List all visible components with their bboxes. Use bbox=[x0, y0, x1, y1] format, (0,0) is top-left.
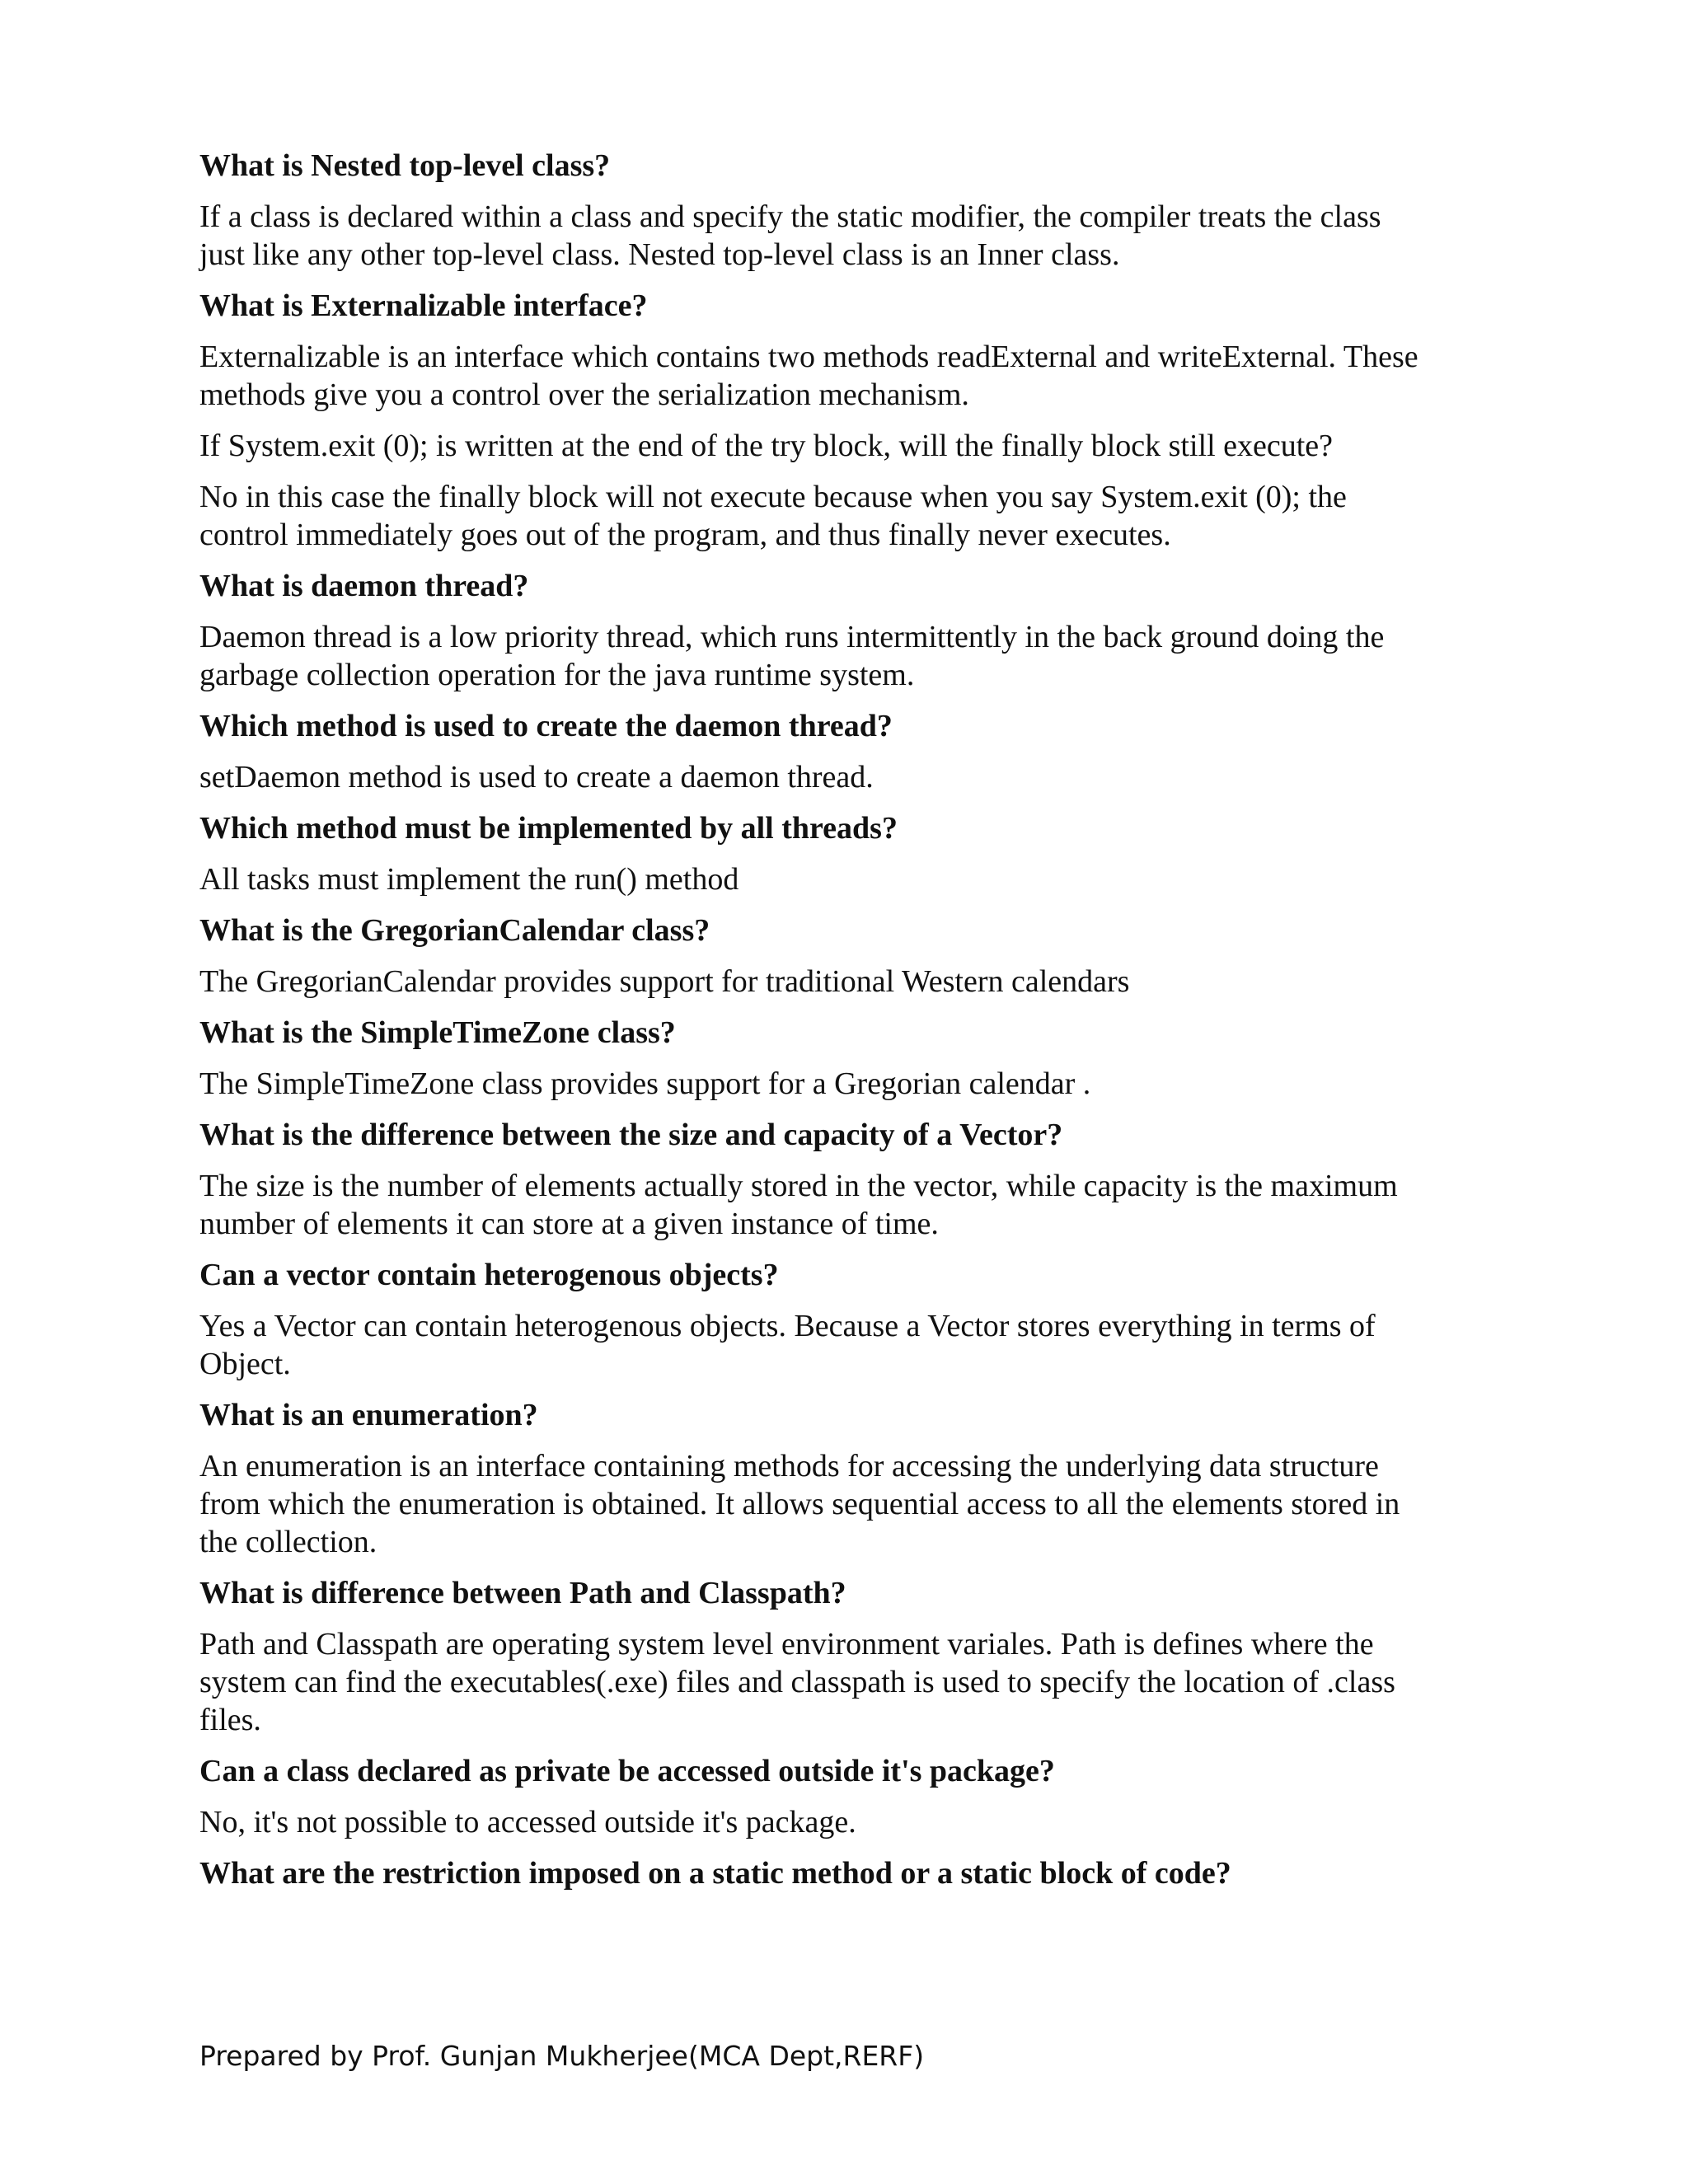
answer-text: All tasks must implement the run() method bbox=[199, 862, 739, 897]
question-heading: Which method must be implemented by all threads? bbox=[199, 811, 898, 846]
answer-text: The GregorianCalendar provides support for traditional Western calendars bbox=[199, 964, 1130, 999]
qa-item bbox=[199, 1574, 1518, 1739]
question-heading: What is the GregorianCalendar class? bbox=[199, 913, 710, 948]
question-heading: What is an enumeration? bbox=[199, 1398, 538, 1432]
question-heading: What is Nested top-level class? bbox=[199, 148, 611, 183]
qa-item bbox=[199, 1014, 1518, 1103]
qa-item bbox=[199, 1256, 1518, 1383]
question-heading: Can a class declared as private be accessed outside it's package? bbox=[199, 1754, 1055, 1788]
question-heading: Which method is used to create the daemon thread? bbox=[199, 709, 893, 743]
answer-text: The SimpleTimeZone class provides support for a Gregorian calendar . bbox=[199, 1066, 1091, 1101]
answer-text: Daemon thread is a low priority thread, which runs intermittently in the back ground doing the garbage collection operation for the java runtime system. bbox=[199, 620, 1385, 692]
qa-item bbox=[199, 707, 1518, 796]
answer-text: Yes a Vector can contain heterogenous objects. Because a Vector stores everything in terms of Object. bbox=[199, 1309, 1376, 1381]
qa-item bbox=[199, 1854, 1518, 1892]
answer-text: No, it's not possible to accessed outside it's package. bbox=[199, 1805, 856, 1840]
question-heading: What is the difference between the size and capacity of a Vector? bbox=[199, 1118, 1063, 1152]
question-heading: What is the SimpleTimeZone class? bbox=[199, 1015, 676, 1050]
qa-item bbox=[199, 287, 1518, 414]
question-heading: What is difference between Path and Classpath? bbox=[199, 1576, 846, 1610]
answer-text: If a class is declared within a class and specify the static modifier, the compiler treats the class just like any other top-level class. Nested top-level class is an Inner class. bbox=[199, 199, 1381, 272]
page-footer: Prepared by Prof. Gunjan Mukherjee(MCA Dept,RERF) bbox=[199, 2040, 925, 2072]
qa-content bbox=[199, 147, 1518, 1905]
answer-text: An enumeration is an interface containing methods for accessing the underlying data structure from which the enumeration is obtained. It allows sequential access to all the elements stored in the collection. bbox=[199, 1449, 1400, 1559]
question-heading: What is daemon thread? bbox=[199, 569, 529, 603]
qa-item bbox=[199, 427, 1518, 554]
qa-item bbox=[199, 147, 1518, 274]
question-heading: What are the restriction imposed on a static method or a static block of code? bbox=[199, 1856, 1231, 1891]
question-heading: What is Externalizable interface? bbox=[199, 288, 648, 323]
answer-text: The size is the number of elements actually stored in the vector, while capacity is the maximum number of elements it can store at a given instance of time. bbox=[199, 1169, 1398, 1241]
answer-text: No in this case the finally block will not execute because when you say System.exit (0); the control immediately goes out of the program, and thus finally never executes. bbox=[199, 480, 1347, 552]
qa-item bbox=[199, 809, 1518, 898]
qa-item bbox=[199, 1116, 1518, 1243]
answer-text: setDaemon method is used to create a daemon thread. bbox=[199, 760, 874, 794]
qa-item bbox=[199, 1752, 1518, 1841]
qa-item bbox=[199, 567, 1518, 694]
qa-item bbox=[199, 1396, 1518, 1561]
qa-item bbox=[199, 912, 1518, 1001]
question-plain: If System.exit (0); is written at the end of the try block, will the finally block still execute? bbox=[199, 429, 1334, 463]
answer-text: Path and Classpath are operating system level environment variales. Path is defines where the system can find the executables(.exe) files and classpath is used to specify the location of .class files. bbox=[199, 1627, 1395, 1737]
question-heading: Can a vector contain heterogenous objects? bbox=[199, 1258, 779, 1292]
answer-text: Externalizable is an interface which contains two methods readExternal and writeExternal. These methods give you a control over the serialization mechanism. bbox=[199, 340, 1418, 412]
